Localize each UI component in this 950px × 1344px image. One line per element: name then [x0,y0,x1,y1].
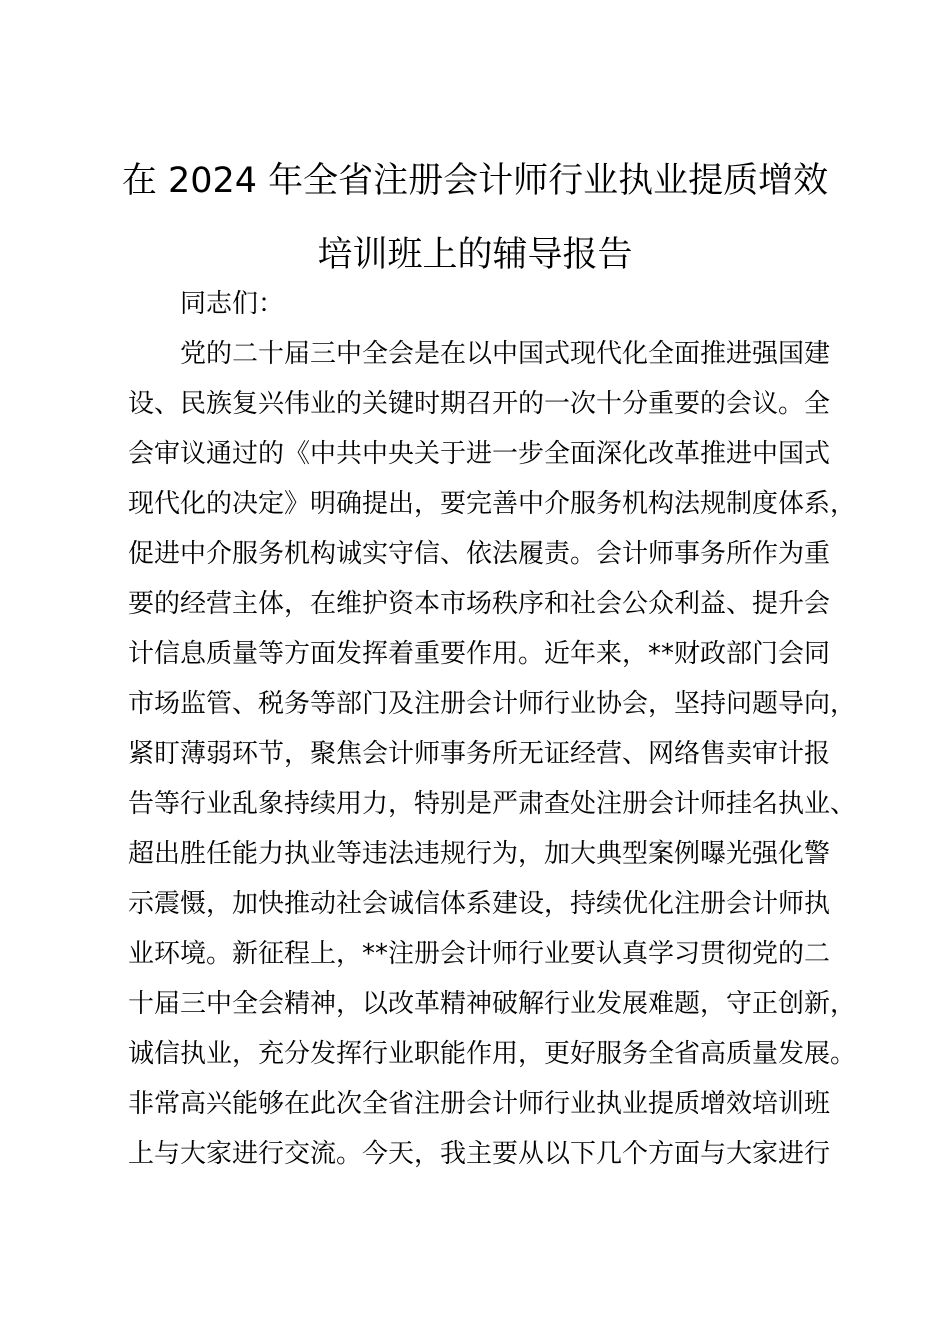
body-line-6: 要的经营主体，在维护资本市场秩序和社会公众利益、提升会 [128,589,831,619]
body-line-10: 告等行业乱象持续用力，特别是严肃查处注册会计师挂名执业、 [128,789,857,819]
salutation: 同志们： [180,289,285,319]
body-line-11: 超出胜任能力执业等违法违规行为，加大典型案例曝光强化警 [128,839,831,869]
body-line-16: 非常高兴能够在此次全省注册会计师行业执业提质增效培训班 [128,1089,831,1119]
body-line-15: 诚信执业，充分发挥行业职能作用，更好服务全省高质量发展。 [128,1039,857,1069]
body-line-7: 计信息质量等方面发挥着重要作用。近年来，**财政部门会同 [128,639,831,669]
body-line-2: 设、民族复兴伟业的关键时期召开的一次十分重要的会议。全 [128,389,831,419]
body-line-14: 十届三中全会精神，以改革精神破解行业发展难题，守正创新， [128,989,857,1019]
body-line-8: 市场监管、税务等部门及注册会计师行业协会，坚持问题导向， [128,689,857,719]
body-line-5: 促进中介服务机构诚实守信、依法履责。会计师事务所作为重 [128,539,831,569]
body-line-1: 党的二十届三中全会是在以中国式现代化全面推进强国建 [180,339,831,369]
body-line-17: 上与大家进行交流。今天，我主要从以下几个方面与大家进行 [128,1139,831,1169]
body-line-4: 现代化的决定》明确提出，要完善中介服务机构法规制度体系， [128,489,857,519]
body-line-3: 会审议通过的《中共中央关于进一步全面深化改革推进中国式 [128,439,831,469]
document-title-line-1: 在 2024 年全省注册会计师行业执业提质增效 [121,161,829,201]
body-line-13: 业环境。新征程上，**注册会计师行业要认真学习贯彻党的二 [128,939,831,969]
body-line-12: 示震慑，加快推动社会诚信体系建设，持续优化注册会计师执 [128,889,831,919]
body-line-9: 紧盯薄弱环节，聚焦会计师事务所无证经营、网络售卖审计报 [128,739,831,769]
document-title-line-2: 培训班上的辅导报告 [317,235,633,275]
